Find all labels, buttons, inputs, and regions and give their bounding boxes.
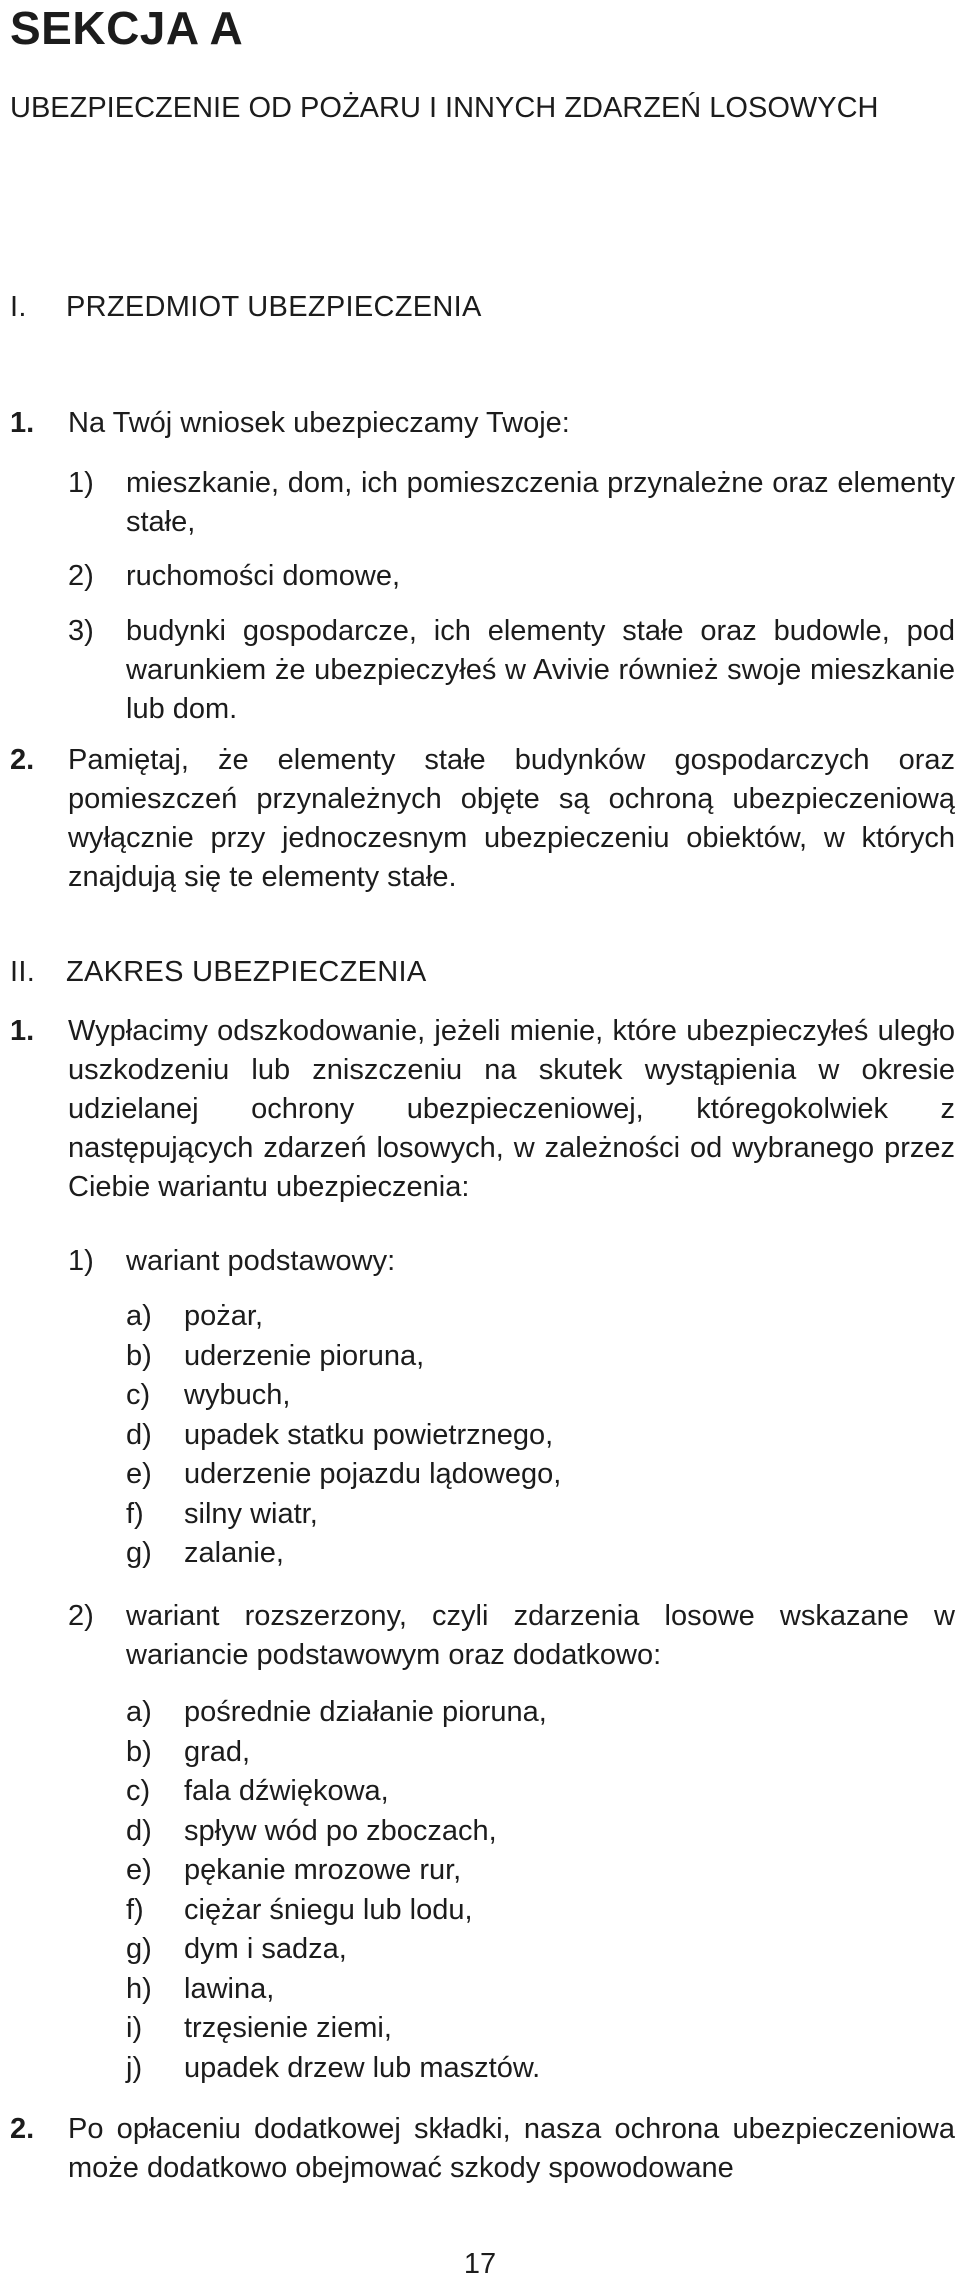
item-text: mieszkanie, dom, ich pomieszczenia przynależne oraz elementy stałe, [126,467,955,538]
chapter-title: ZAKRES UBEZPIECZENIA [66,956,427,988]
chapter-heading-2 [10,952,427,992]
item-text: trzęsienie ziemi, [184,2012,392,2044]
item-letter: c) [126,1775,151,1807]
paragraph-number: 1. [10,1015,35,1047]
item-text: ruchomości domowe, [126,560,400,592]
list-item [126,1495,946,1535]
item-text: upadek statku powietrznego, [184,1418,554,1451]
item-letter: e) [126,1458,152,1490]
item-text: pożar, [184,1300,263,1332]
section-title: SEKCJA A [10,2,244,54]
item-text: budynki gospodarcze, ich elementy stałe oraz budowle, pod warunkiem że ubezpieczyłeś w Avivie również swoje mieszkanie lub dom. [126,615,955,725]
item-letter: e) [126,1854,152,1886]
paragraph-text: Po opłaceniu dodatkowej składki, nasza ochrona ubezpieczeniowa może dodatkowo obejmować szkody spowodowane [68,2113,955,2184]
paragraph-text: Pamiętaj, że elementy stałe budynków gospodarczych oraz pomieszczeń przynależnych objęte są ochroną ubezpieczeniową wyłącznie przy jednoczesnym ubezpieczeniu obiektów, w których znajdują się te elementy stałe. [68,744,955,893]
item-text: dym i sadza, [184,1933,347,1965]
list-item [126,1534,946,1574]
item-letter: a) [126,1696,152,1728]
item-text: uderzenie pioruna, [184,1339,425,1372]
item-number: 2) [68,560,94,592]
item-letter: g) [126,1537,152,1569]
variant-extended [68,1597,955,1675]
item-text: ciężar śniegu lub lodu, [184,1893,473,1926]
list-item [126,1416,946,1456]
item-letter: c) [126,1379,151,1411]
item-letter: d) [126,1814,152,1847]
chapter-title: PRZEDMIOT UBEZPIECZENIA [66,291,482,323]
paragraph-2-2 [10,2110,955,2188]
item-text: wybuch, [184,1379,291,1411]
item-letter: d) [126,1418,152,1451]
paragraph-1-2 [10,741,955,897]
list-item [68,612,955,729]
list-item [126,1812,946,1852]
list-item [68,464,955,542]
item-text: uderzenie pojazdu lądowego, [184,1458,562,1490]
item-text: pośrednie działanie pioruna, [184,1696,547,1728]
list-item [126,2049,946,2089]
item-number: 2) [68,1600,94,1632]
item-letter: j) [126,2051,143,2084]
list-item [126,2009,946,2049]
item-text: zalanie, [184,1537,284,1569]
item-letter: g) [126,1933,152,1965]
list-item [126,1930,946,1970]
paragraph-number: 2. [10,2113,35,2145]
list-item [126,1376,946,1416]
list-item [126,1693,946,1733]
item-letter: a) [126,1300,152,1332]
item-letter: b) [126,1735,152,1768]
paragraph-number: 2. [10,744,35,776]
list-item [126,1891,946,1931]
paragraph-text: Wypłacimy odszkodowanie, jeżeli mienie, które ubezpieczyłeś uległo uszkodzeniu lub zniszczeniu na skutek wystąpienia w okresie udzielanej ochrony ubezpieczeniowej, któregokolwiek z następujących zdarzeń losowych, w zależności od wybranego przez Ciebie wariantu ubezpieczenia: [68,1015,955,1203]
list-item [126,1733,946,1773]
page-number: 17 [463,2248,497,2280]
chapter-number: II. [10,956,36,988]
list-item [126,1337,946,1377]
paragraph-number: 1. [10,407,35,439]
item-text: grad, [184,1735,251,1768]
chapter-heading-1 [10,287,482,327]
item-letter: h) [126,1972,152,2005]
item-text: fala dźwiękowa, [184,1775,389,1807]
item-text: lawina, [184,1972,275,2005]
paragraph-2-1 [10,1012,955,1207]
paragraph-1-1 [10,404,955,443]
item-number: 1) [68,467,94,499]
list-item [126,1851,946,1891]
item-letter: f) [126,1893,144,1926]
paragraph-text: Na Twój wniosek ubezpieczamy Twoje: [68,407,570,439]
item-text: wariant podstawowy: [126,1245,396,1277]
item-text: spływ wód po zboczach, [184,1814,497,1847]
item-letter: f) [126,1497,144,1530]
list-item [126,1772,946,1812]
chapter-number: I. [10,291,27,323]
item-letter: i) [126,2012,143,2044]
list-item [126,1455,946,1495]
item-text: silny wiatr, [184,1497,318,1530]
section-subtitle: UBEZPIECZENIE OD POŻARU I INNYCH ZDARZEŃ LOSOWYCH [10,92,879,124]
item-number: 3) [68,615,94,647]
variant-basic [68,1242,955,1281]
item-text: pękanie mrozowe rur, [184,1854,462,1886]
item-number: 1) [68,1245,94,1277]
item-text: wariant rozszerzony, czyli zdarzenia losowe wskazane w wariancie podstawowym oraz dodatkowo: [126,1600,955,1671]
item-letter: b) [126,1339,152,1372]
list-item [126,1970,946,2010]
item-text: upadek drzew lub masztów. [184,2051,541,2084]
list-item [126,1297,946,1337]
list-item [68,557,955,596]
